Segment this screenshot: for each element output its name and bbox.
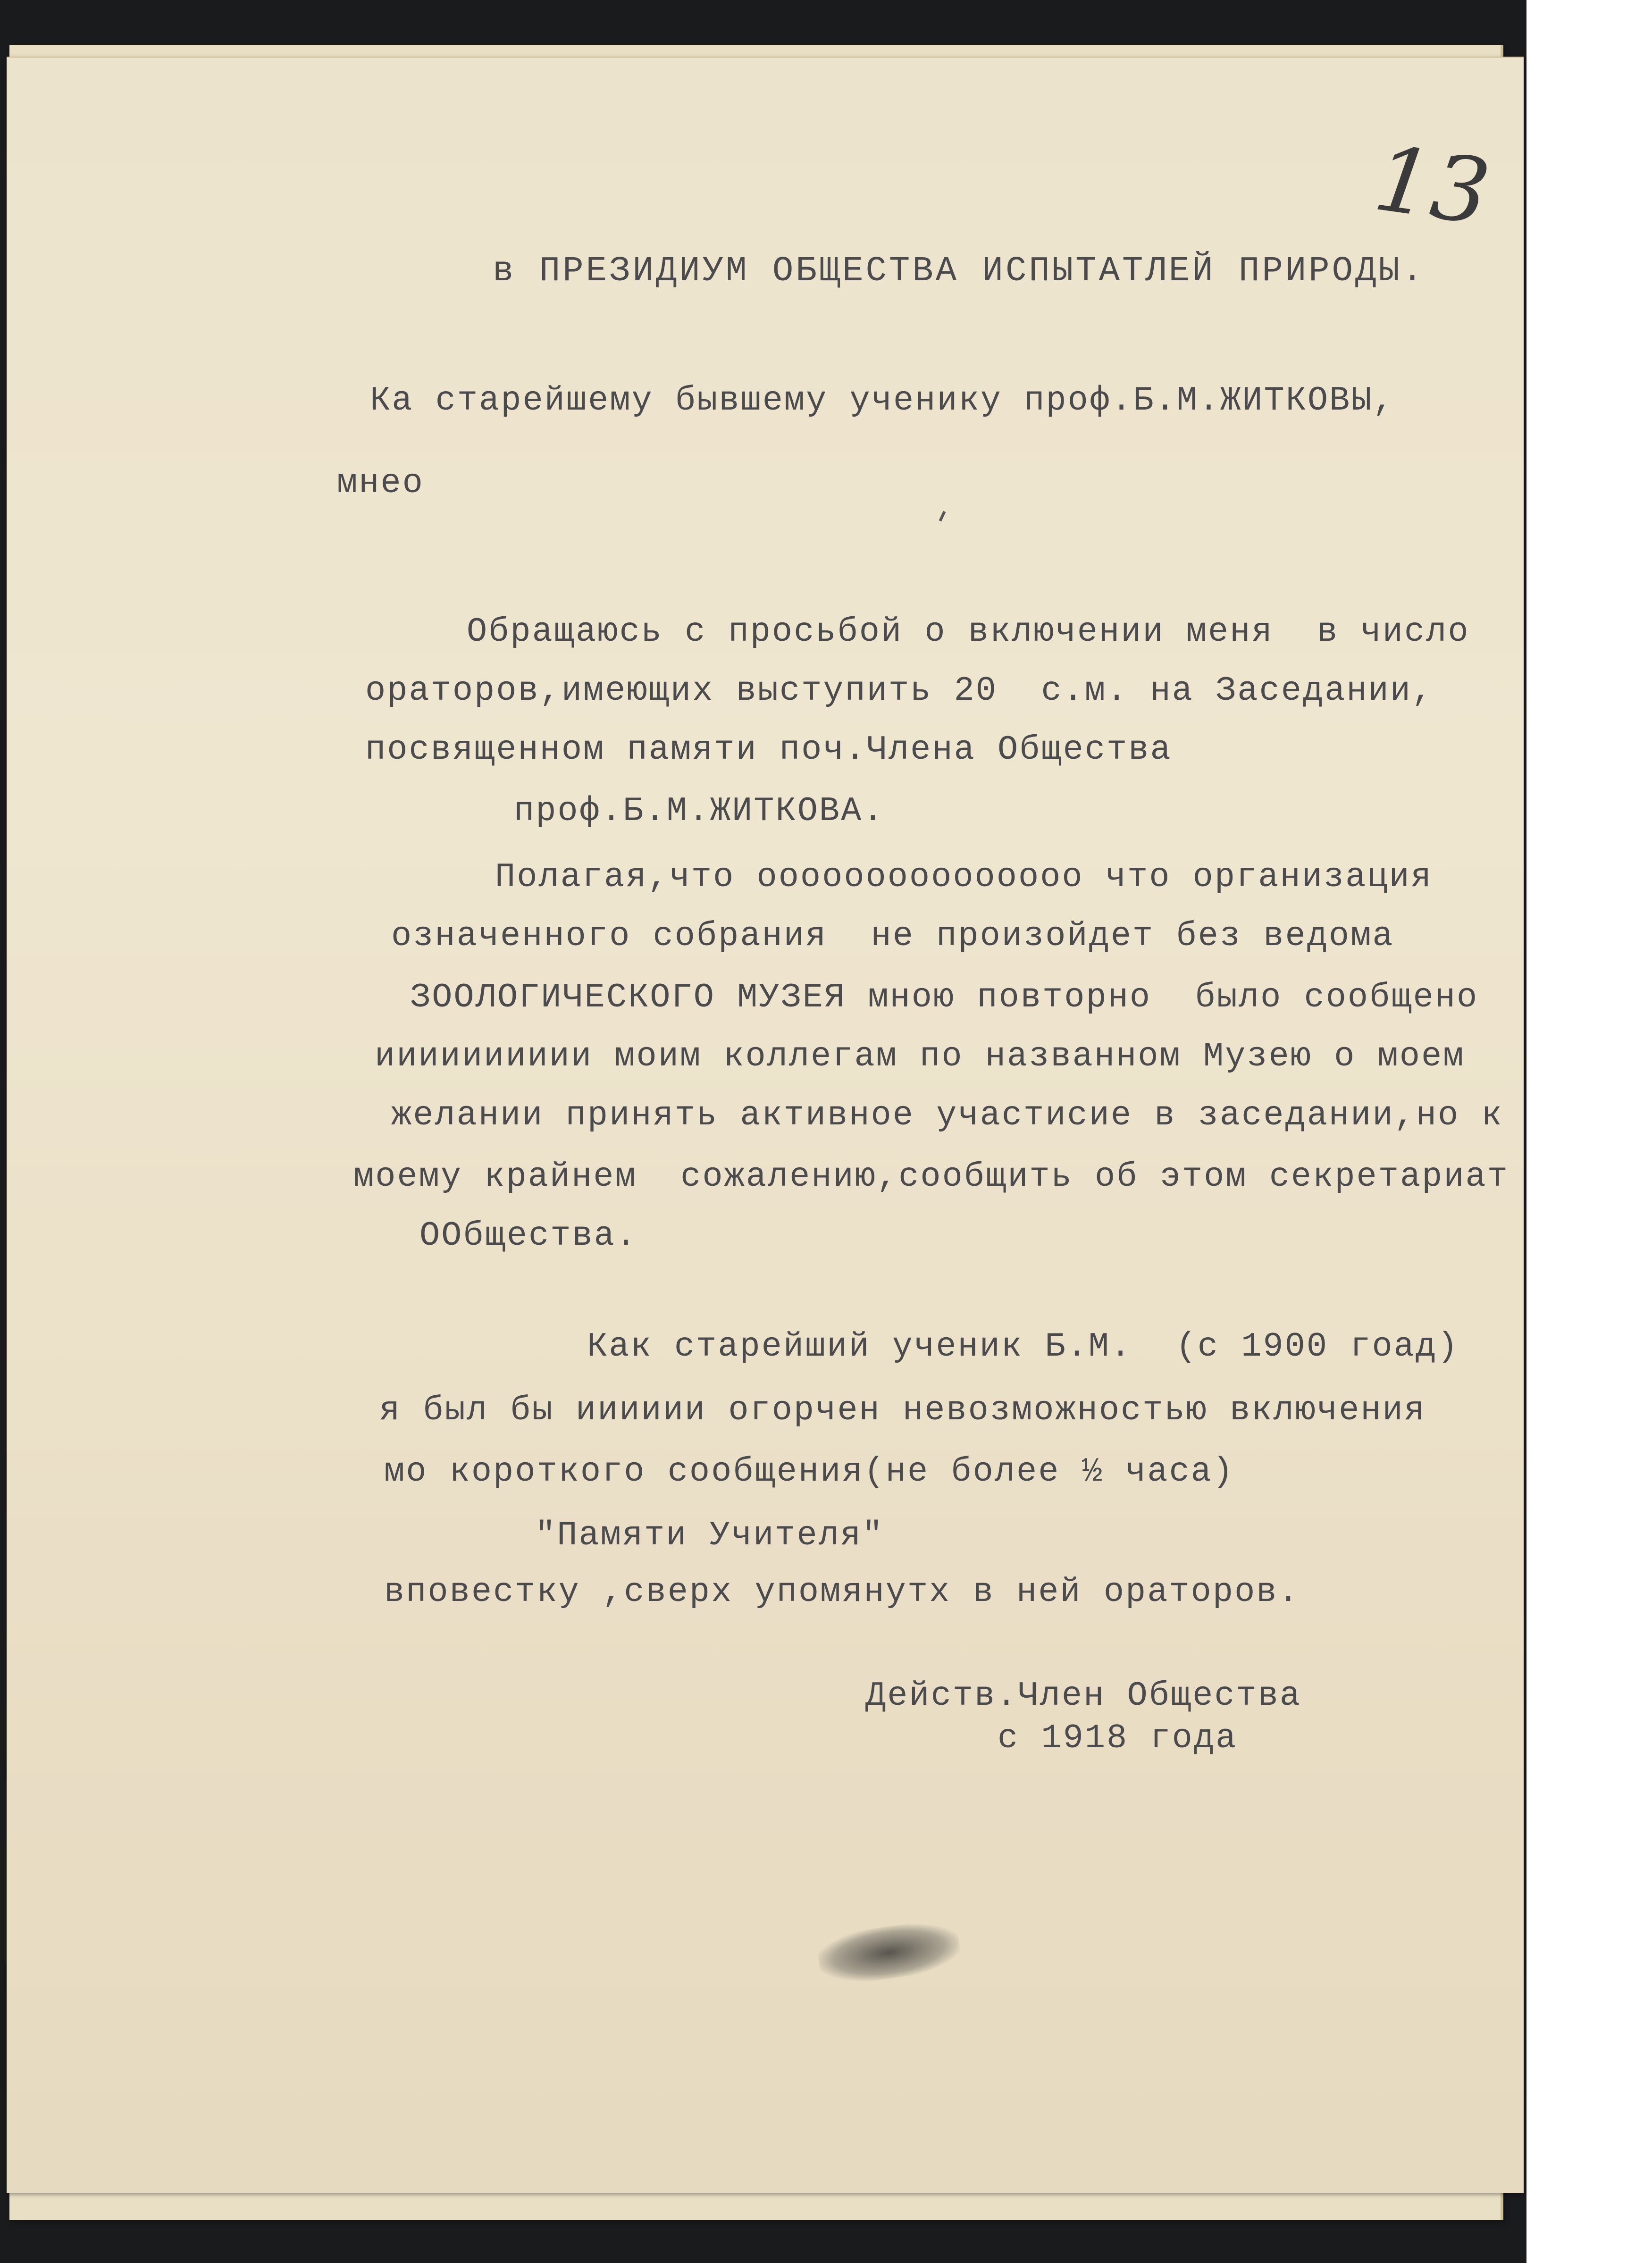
- body-line: вповестку ,сверх упомянутх в ней ораторов.: [384, 1573, 1300, 1611]
- document-heading: в ПРЕЗИДИУМ ОБЩЕСТВА ИСПЫТАТЛЕЙ ПРИРОДЫ.: [493, 251, 1426, 291]
- body-line: я был бы ииииии огорчен невозможностью включения: [379, 1391, 1426, 1430]
- document-page: [7, 57, 1524, 2193]
- body-line: означенного собрания не произойдет без ведома: [391, 917, 1394, 955]
- ink-smudge: [815, 1917, 963, 1988]
- body-line: желании принять активное участисие в заседании,но к: [391, 1096, 1503, 1135]
- folio-number: 13: [1368, 126, 1496, 245]
- addressee-line-2: мнео: [337, 464, 424, 503]
- signature-title: Действ.Член Общества: [865, 1676, 1302, 1715]
- body-line: ЗООЛОГИЧЕСКОГО МУЗЕЯ мною повторно было сообщено: [410, 978, 1479, 1017]
- body-line: "Памяти Учителя": [535, 1516, 884, 1555]
- scanner-edge: [1526, 0, 1652, 2263]
- body-line: Обращаюсь с просьбой о включении меня в число: [467, 612, 1470, 651]
- body-line: мо короткого сообщения(не более ½ часа): [384, 1452, 1235, 1491]
- addressee-line: Ка старейшему бывшему ученику проф.Б.М.ЖИТКОВЫ,: [370, 381, 1395, 420]
- body-line: Как старейший ученик Б.М. (с 1900 гоад): [587, 1327, 1459, 1366]
- body-line: посвященном памяти поч.Члена Общества: [365, 730, 1172, 769]
- body-line: Полагая,что ооооооооооооооо что организация: [495, 858, 1433, 897]
- body-line: проф.Б.М.ЖИТКОВА.: [514, 792, 885, 830]
- body-line: ииииииииии моим коллегам по названном Музею о моем: [375, 1037, 1465, 1076]
- body-line: ООбщества.: [419, 1216, 638, 1255]
- body-line: моему крайнем сожалению,сообщить об этом секретариат: [353, 1157, 1509, 1196]
- signature-year: с 1918 года: [998, 1719, 1238, 1758]
- pen-mark: [939, 511, 946, 521]
- body-line: ораторов,имеющих выступить 20 с.м. на Заседании,: [365, 671, 1434, 710]
